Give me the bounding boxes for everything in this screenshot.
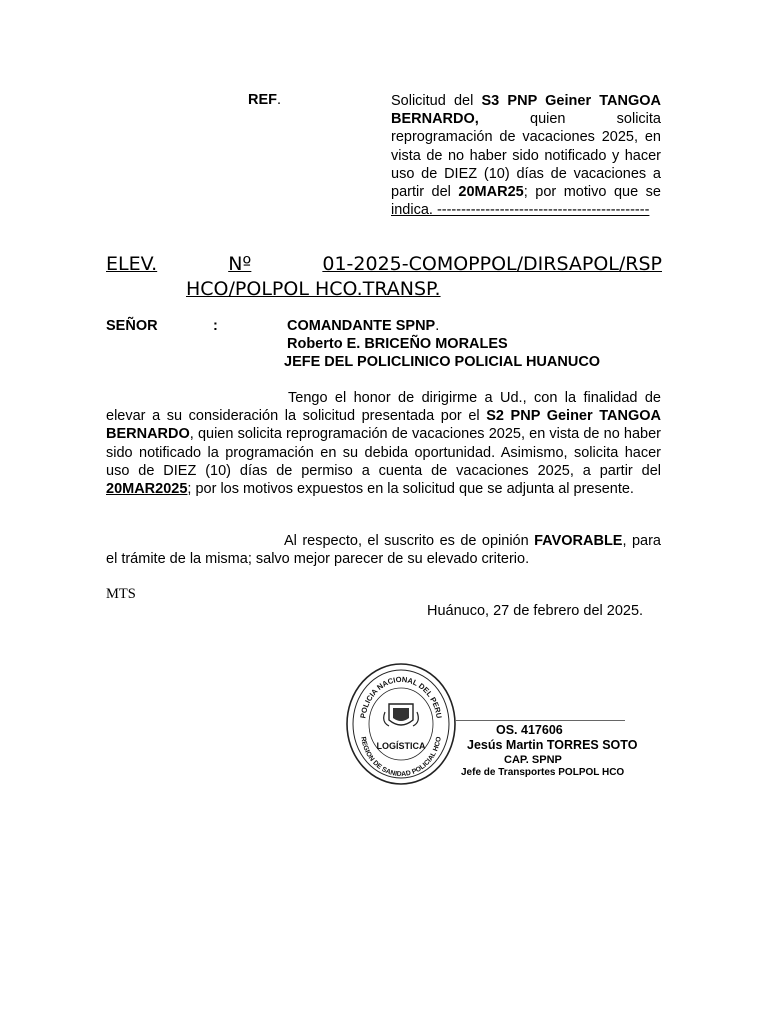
addressee-label: SEÑOR <box>106 318 158 334</box>
signature-rank: CAP. SPNP <box>504 754 562 766</box>
seal-bottom-text: REGION DE SANIDAD POLICIAL HCO <box>359 736 443 779</box>
signature-line <box>455 720 625 721</box>
signature-role: Jefe de Transportes POLPOL HCO <box>461 767 625 778</box>
ref-label: REF. <box>248 92 282 108</box>
seal-center-text: LOGÍSTICA <box>376 741 426 751</box>
police-seal <box>345 662 457 786</box>
seal-top-text: POLICIA NACIONAL DEL PERU <box>358 674 444 719</box>
addressee-line-2: Roberto E. BRICEÑO MORALES <box>287 336 508 352</box>
initials: MTS <box>106 586 136 602</box>
signature-id: OS. 417606 <box>496 723 563 737</box>
place-date: Huánuco, 27 de febrero del 2025. <box>427 603 644 619</box>
body-paragraph-1: Tengo el honor de dirigirme a Ud., con la finalidad de elevar a su consideración la solicitud presentada por el S2 PNP Geiner TANGOA BERNARDO, quien solicita reprogramación de vacaciones 2025, en vista de no haber sido notificado la programación en su debida oportunidad. Asimismo, solicita hacer uso de DIEZ (10) días de permiso a cuenta de vacaciones 2025, a partir del 20MAR2025; por los motivos expuestos en la solicitud que se adjunta al presente. <box>106 390 661 498</box>
ref-text: Solicitud del S3 PNP Geiner TANGOA BERNARDO, quien solicita reprogramación de vacaciones 2025, en vista de no haber sido notificado y hacer uso de DIEZ (10) días de vacaciones a partir del 20MAR25; por motivo que se indica. -------------------------------------------- <box>391 93 662 219</box>
signature-name: Jesús Martin TORRES SOTO <box>467 738 638 752</box>
addressee-line-1: COMANDANTE SPNP. <box>287 318 440 334</box>
body-paragraph-2: Al respecto, el suscrito es de opinión FAVORABLE, para el trámite de la misma; salvo mejor parecer de su elevado criterio. <box>106 533 661 568</box>
elev-heading: ELEV. Nº 01-2025-COMOPPOL/DIRSAPOL/RSP HCO/POLPOL HCO.TRANSP. <box>106 253 662 300</box>
addressee-line-3: JEFE DEL POLICLINICO POLICIAL HUANUCO <box>284 354 601 370</box>
addressee-colon: : <box>213 318 218 334</box>
shield-icon <box>384 704 419 726</box>
